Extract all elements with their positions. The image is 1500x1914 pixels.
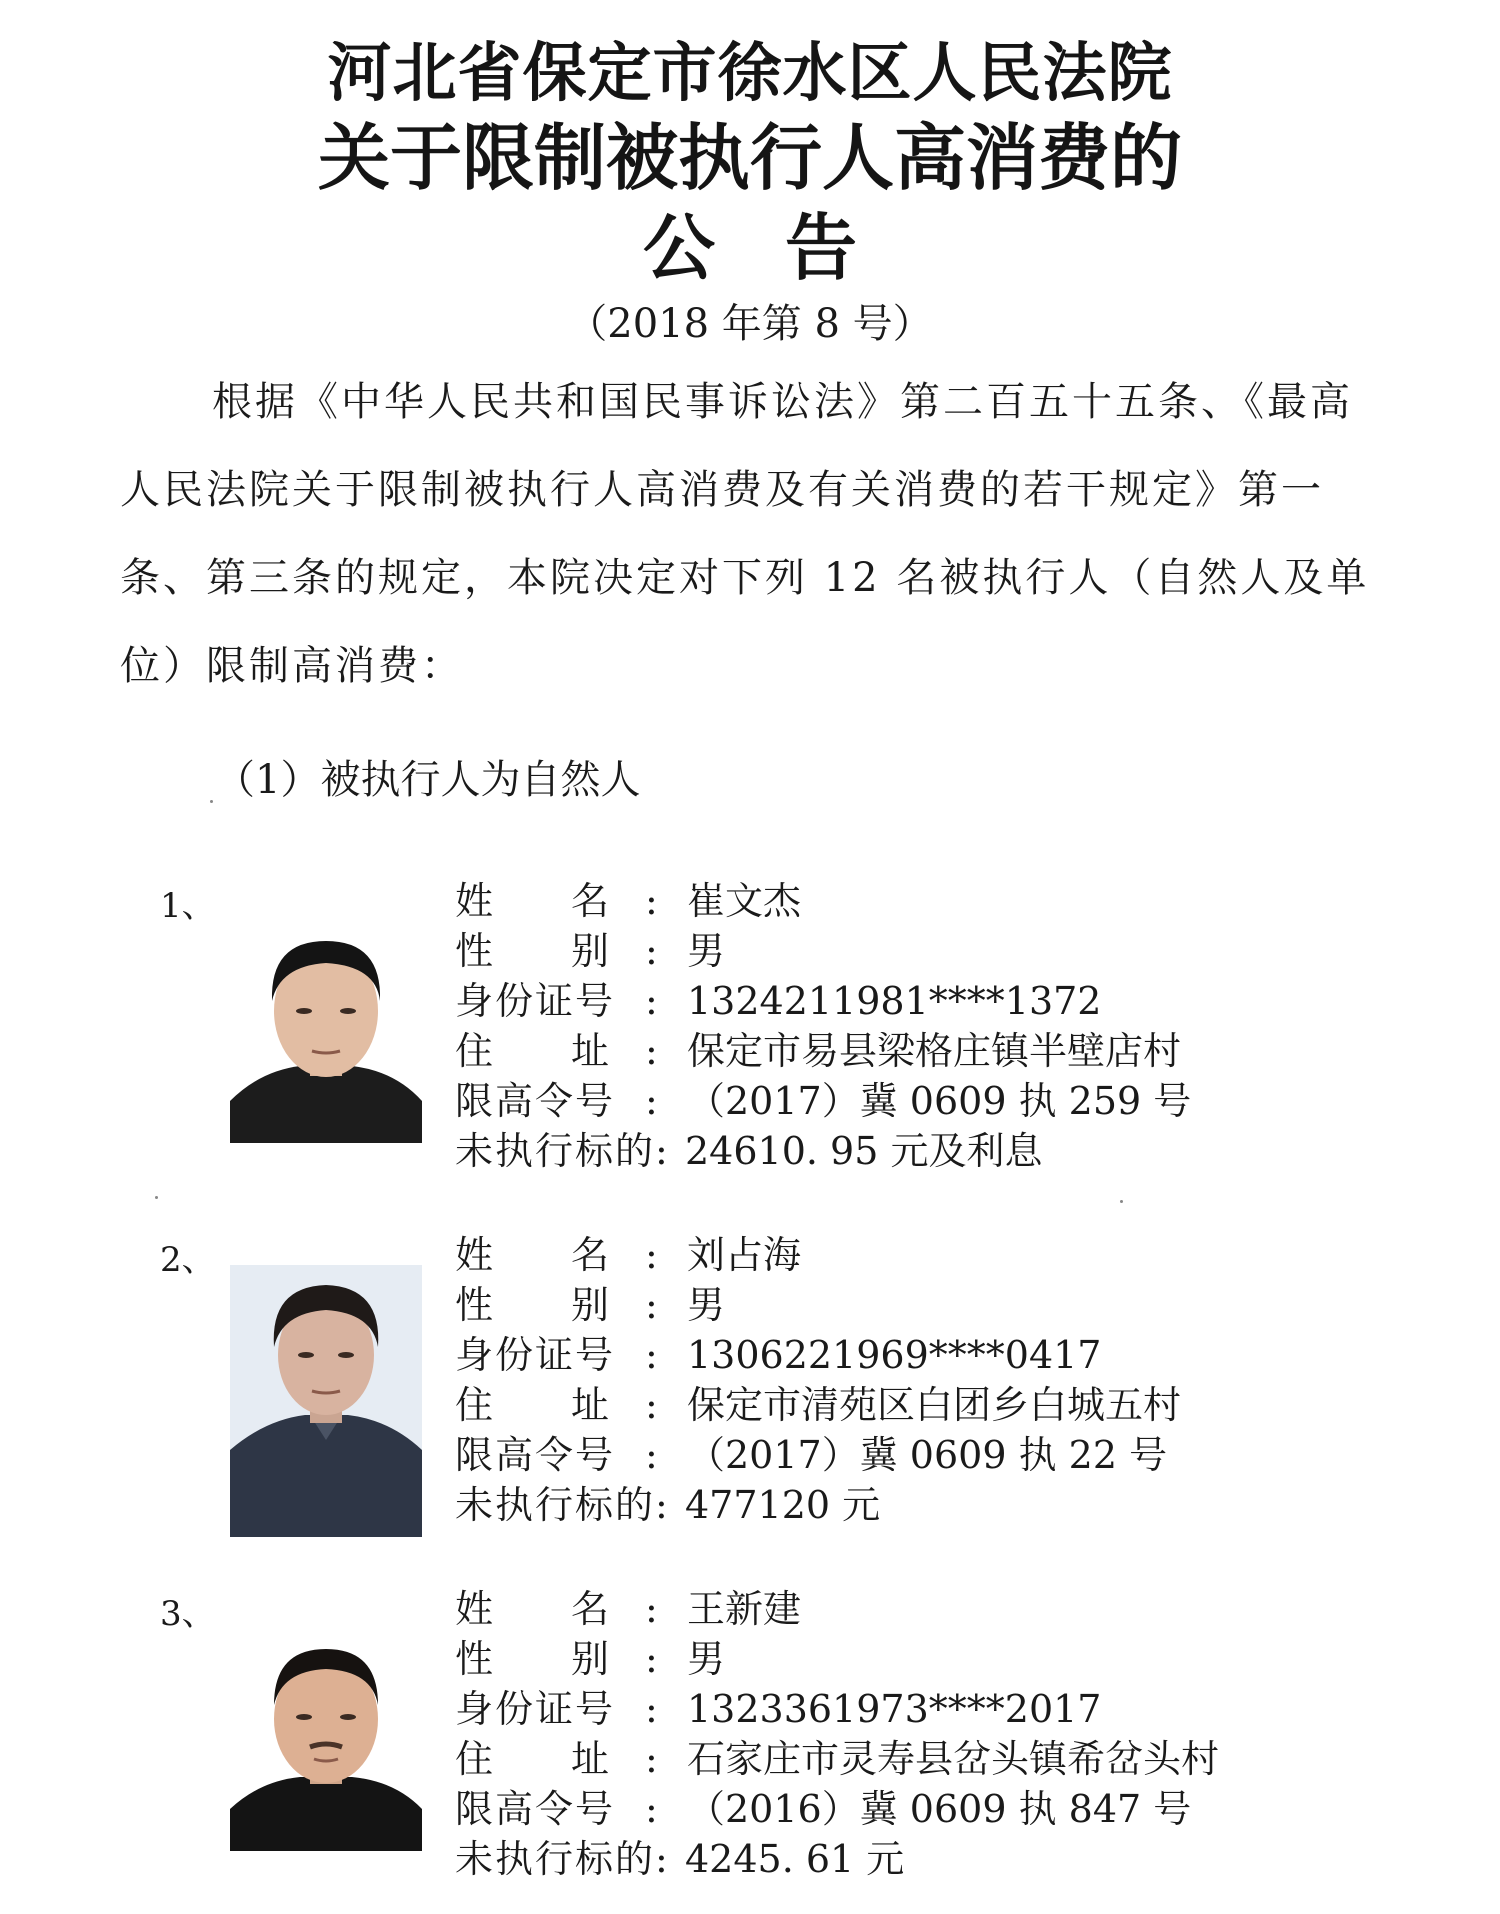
address-label-char: 住: [455, 1029, 494, 1073]
colon: :: [645, 1737, 658, 1781]
gender-label-char: 别: [571, 1283, 610, 1327]
address-label-char: 址: [571, 1737, 610, 1781]
name-value: 崔文杰: [687, 879, 802, 923]
intro-line: 根据《中华人民共和国民事诉讼法》第二百五十五条、《最高: [212, 379, 1353, 425]
order-value: （2016）冀 0609 执 847 号: [687, 1787, 1192, 1831]
colon: :: [645, 1587, 658, 1631]
amount-label: 未执行标的:: [455, 1129, 670, 1173]
intro-line: 条、第三条的规定，本院决定对下列 12 名被执行人（自然人及单: [120, 555, 1370, 601]
amount-label: 未执行标的:: [455, 1837, 670, 1881]
document-number: （2018 年第 8 号）: [567, 301, 933, 347]
amount-label: 未执行标的:: [455, 1483, 670, 1527]
order-value: （2017）冀 0609 执 22 号: [687, 1433, 1168, 1477]
colon: :: [645, 1687, 658, 1731]
address-label-char: 住: [455, 1383, 494, 1427]
name-label-char: 姓: [455, 1233, 494, 1277]
person-entry: [0, 1584, 1500, 1914]
order-label: 限高令号: [455, 1787, 616, 1831]
person-entry: [0, 1230, 1500, 1560]
name-label-char: 姓: [455, 879, 494, 923]
address-label-char: 址: [571, 1029, 610, 1073]
person-photo: [230, 1619, 422, 1851]
address-value: 保定市清苑区白团乡白城五村: [687, 1383, 1182, 1427]
intro-line: 位）限制高消费：: [120, 643, 464, 689]
address-value: 保定市易县梁格庄镇半壁店村: [687, 1029, 1182, 1073]
colon: :: [645, 1029, 658, 1073]
colon: :: [645, 1333, 658, 1377]
name-value: 刘占海: [687, 1233, 802, 1277]
section-heading: （1）被执行人为自然人: [215, 757, 641, 803]
intro-line: 人民法院关于限制被执行人高消费及有关消费的若干规定》第一: [120, 467, 1324, 513]
person-photo: [230, 1265, 422, 1537]
amount-value: 477120 元: [685, 1483, 881, 1527]
gender-value: 男: [687, 1283, 726, 1327]
address-value: 石家庄市灵寿县岔头镇希岔头村: [687, 1737, 1220, 1781]
notice-subject-title: 关于限制被执行人高消费的: [317, 116, 1182, 200]
scan-speck: [1120, 1200, 1123, 1203]
gender-label-char: 别: [571, 929, 610, 973]
gender-label-char: 性: [455, 929, 494, 973]
order-label: 限高令号: [455, 1433, 616, 1477]
colon: :: [645, 879, 658, 923]
amount-value: 24610. 95 元及利息: [685, 1129, 1043, 1173]
colon: :: [645, 1233, 658, 1277]
entry-index: 2、: [160, 1240, 216, 1280]
name-label-char: 名: [571, 1587, 610, 1631]
scan-speck: [155, 1196, 158, 1199]
colon: :: [645, 1383, 658, 1427]
court-name-title: 河北省保定市徐水区人民法院: [327, 37, 1173, 111]
address-label-char: 址: [571, 1383, 610, 1427]
colon: :: [645, 929, 658, 973]
name-label-char: 名: [571, 879, 610, 923]
intro-paragraph: [120, 372, 1370, 724]
person-photo: [230, 911, 422, 1143]
name-value: 王新建: [687, 1587, 802, 1631]
address-label-char: 住: [455, 1737, 494, 1781]
scan-speck: [210, 800, 213, 803]
id-label: 身份证号: [455, 1333, 616, 1377]
colon: :: [645, 1433, 658, 1477]
id-value: 1306221969****0417: [687, 1333, 1102, 1377]
gender-label-char: 别: [571, 1637, 610, 1681]
colon: :: [645, 1787, 658, 1831]
entry-index: 3、: [160, 1594, 216, 1634]
entry-index: 1、: [160, 886, 216, 926]
person-entry: [0, 876, 1500, 1206]
colon: :: [645, 1283, 658, 1327]
gender-value: 男: [687, 929, 726, 973]
name-label-char: 姓: [455, 1587, 494, 1631]
order-value: （2017）冀 0609 执 259 号: [687, 1079, 1192, 1123]
order-label: 限高令号: [455, 1079, 616, 1123]
colon: :: [645, 979, 658, 1023]
name-label-char: 名: [571, 1233, 610, 1277]
notice-title: 公告: [642, 206, 927, 290]
id-value: 1324211981****1372: [687, 979, 1102, 1023]
id-label: 身份证号: [455, 1687, 616, 1731]
id-value: 1323361973****2017: [687, 1687, 1102, 1731]
amount-value: 4245. 61 元: [685, 1837, 905, 1881]
gender-label-char: 性: [455, 1637, 494, 1681]
id-label: 身份证号: [455, 979, 616, 1023]
colon: :: [645, 1637, 658, 1681]
colon: :: [645, 1079, 658, 1123]
gender-value: 男: [687, 1637, 726, 1681]
gender-label-char: 性: [455, 1283, 494, 1327]
